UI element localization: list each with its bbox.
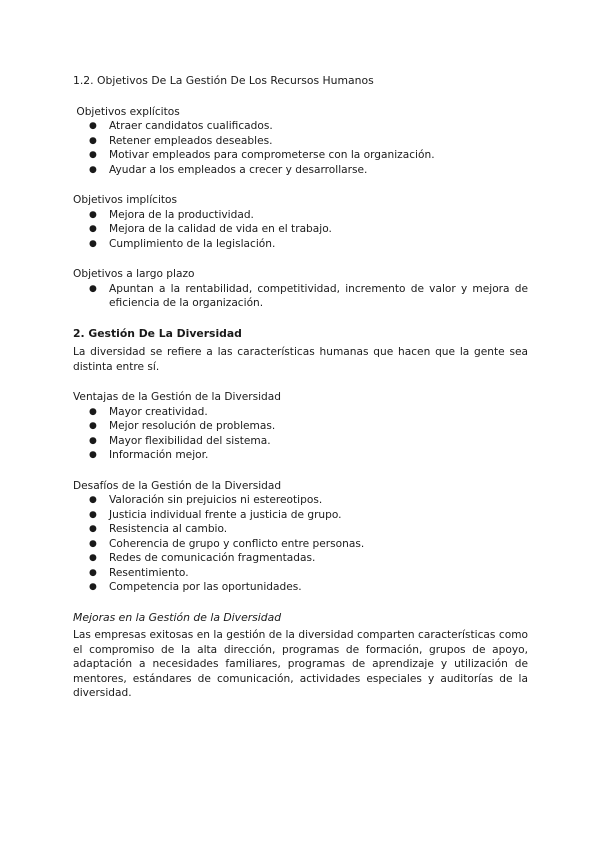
bullet-icon: ● [89,283,97,294]
diversity-intro-paragraph: La diversidad se refiere a las características humanas que hacen que la gente sea distinta entre sí. [73,346,528,373]
list-item: ● Motivar empleados para comprometerse con la organización. [89,149,435,161]
subheading-improvements: Mejoras en la Gestión de la Diversidad [73,610,282,624]
bullet-icon: ● [89,209,97,220]
list-item: ● Ayudar a los empleados a crecer y desarrollarse. [89,163,368,176]
advantages-list [73,405,528,463]
list-item: ● Retener empleados deseables. [89,134,273,147]
section-title-diversity: 2. Gestión De La Diversidad [73,326,242,340]
subheading-explicit-objectives: Objetivos explícitos [73,105,180,118]
explicit-objectives-list [73,119,528,177]
subheading-challenges: Desafíos de la Gestión de la Diversidad [73,479,282,492]
section-title-objectives: 1.2. Objetivos De La Gestión De Los Recursos Humanos [73,74,374,87]
bullet-icon: ● [89,567,97,578]
bullet-icon: ● [89,135,97,146]
document-page [73,74,528,701]
list-item: ● Información mejor. [89,449,209,461]
bullet-icon: ● [89,164,97,175]
bullet-icon: ● [89,553,97,563]
bullet-icon: ● [89,421,97,431]
bullet-icon: ● [89,406,97,417]
list-item: ● Cumplimiento de la legislación. [89,237,276,250]
list-item: ● Mejora de la productividad. [89,208,254,221]
subheading-advantages: Ventajas de la Gestión de la Diversidad [73,391,282,403]
bullet-icon: ● [89,509,97,520]
bullet-icon: ● [89,435,97,446]
challenges-list [73,493,528,595]
bullet-icon: ● [89,538,97,549]
bullet-icon: ● [89,224,97,234]
bullet-icon: ● [89,238,97,249]
list-item: ● Coherencia de grupo y conflicto entre personas. [89,537,365,550]
improvements-paragraph: Las empresas exitosas en la gestión de la diversidad comparten características como el compromiso de la alta dirección, programas de formación, grupos de apoyo, adaptación a necesidades familiares, programas de aprendizaje y utilización de mentores, estándares de comunicación, actividades especiales y auditorías de la diversidad. [73,629,528,699]
list-item: ● Atraer candidatos cualificados. [89,120,273,132]
bullet-icon: ● [89,524,97,534]
list-item: ● Resentimiento. [89,566,189,579]
list-item: ● Resistencia al cambio. [89,523,228,535]
list-item: ● Mejor resolución de problemas. [89,420,276,432]
bullet-icon: ● [89,450,97,460]
bullet-icon: ● [89,121,97,131]
long-term-objectives-list [73,282,528,311]
list-item: ● Apuntan a la rentabilidad, competitividad, incremento de valor y mejora de eficiencia de la organización. [89,282,528,309]
list-item: ● Justicia individual frente a justicia de grupo. [89,508,342,521]
implicit-objectives-list [73,208,528,252]
list-item: ● Redes de comunicación fragmentadas. [89,552,316,564]
subheading-long-term-objectives: Objetivos a largo plazo [73,268,195,280]
bullet-icon: ● [89,150,97,160]
bullet-icon: ● [89,495,97,505]
list-item: ● Mejora de la calidad de vida en el trabajo. [89,223,332,235]
list-item: ● Mayor flexibilidad del sistema. [89,434,271,447]
list-item: ● Mayor creatividad. [89,405,208,418]
subheading-implicit-objectives: Objetivos implícitos [73,194,178,206]
list-item: ● Valoración sin prejuicios ni estereotipos. [89,494,323,506]
list-item: ● Competencia por las oportunidades. [89,581,302,593]
bullet-icon: ● [89,582,97,592]
